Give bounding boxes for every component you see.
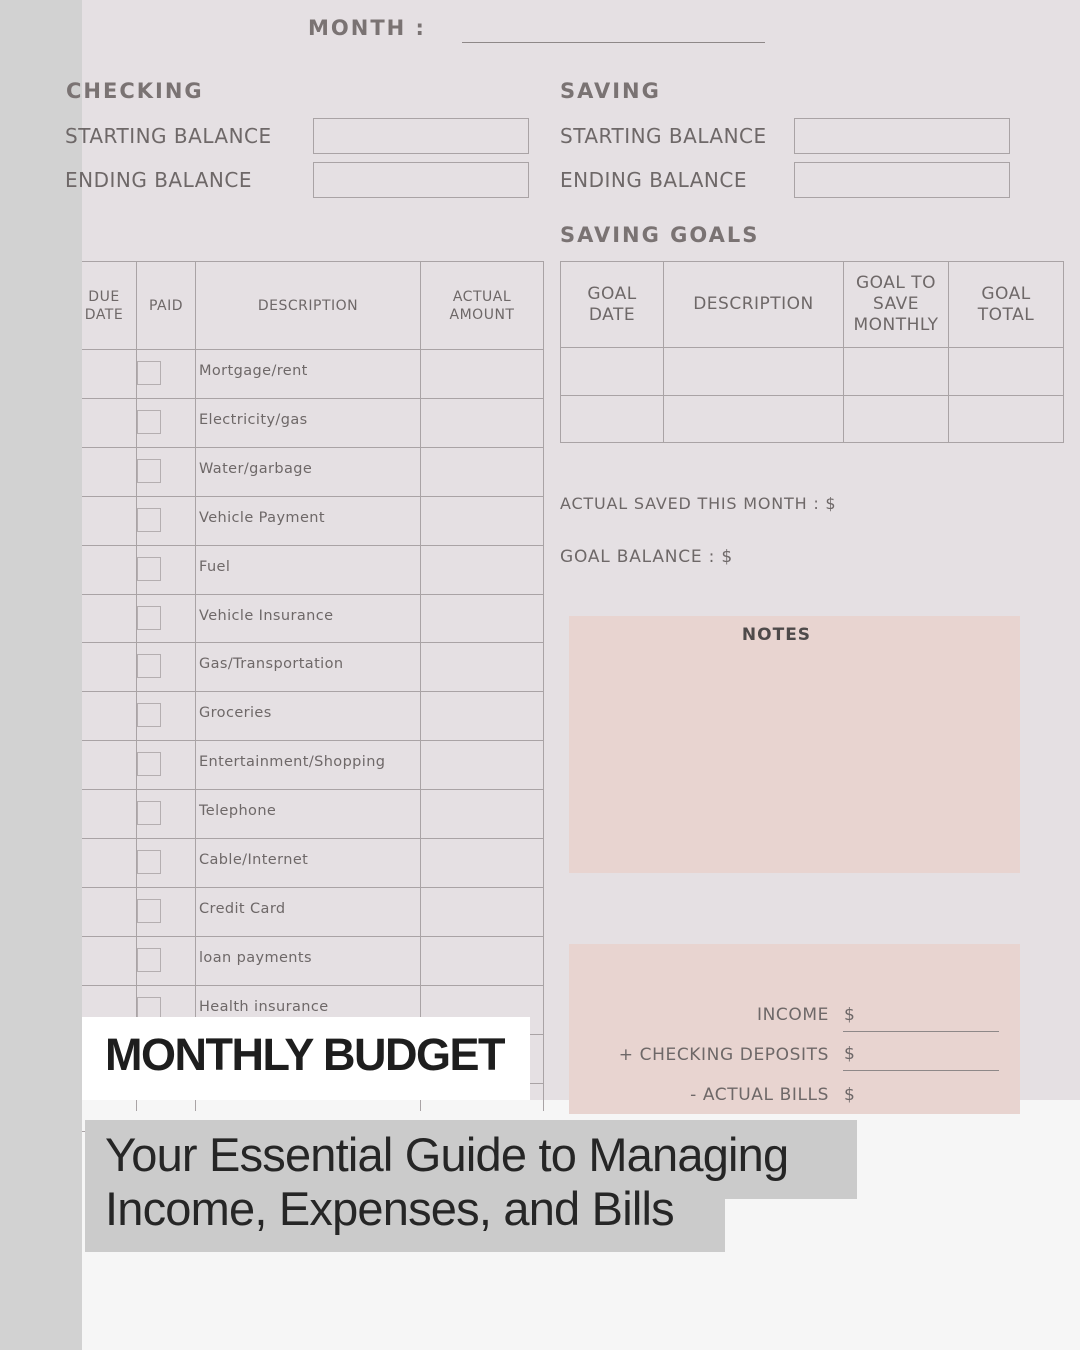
bills-header-actual-amount: ACTUAL AMOUNT: [449, 288, 515, 323]
goals-header-description: DESCRIPTION: [693, 294, 814, 314]
bill-description: Credit Card: [199, 900, 286, 917]
summary-deposits-line[interactable]: [843, 1070, 999, 1071]
bill-description: Cable/Internet: [199, 852, 309, 868]
goals-col-right-border: [1063, 261, 1064, 443]
month-label: MONTH :: [308, 16, 426, 40]
summary-deposits-dollar: $: [844, 1044, 856, 1064]
bill-description: Vehicle Payment: [199, 509, 325, 526]
summary-income-label: INCOME: [757, 1005, 829, 1025]
goals-header-goal-total: GOAL TOTAL: [977, 283, 1035, 325]
table-row: [82, 691, 544, 740]
saving-starting-balance-label: STARTING BALANCE: [560, 124, 767, 148]
summary-income-dollar: $: [844, 1005, 856, 1025]
table-row: [82, 838, 544, 887]
actual-saved-label: ACTUAL SAVED THIS MONTH : $: [560, 494, 837, 513]
table-row: [82, 594, 544, 643]
paid-checkbox[interactable]: [137, 654, 161, 678]
paid-checkbox[interactable]: [137, 801, 161, 825]
saving-starting-balance-field[interactable]: [794, 118, 1010, 154]
goals-header-goal-to-save-monthly: GOAL TO SAVE MONTHLY: [853, 273, 939, 335]
bill-description: Vehicle Insurance: [199, 607, 334, 624]
summary-box: [569, 944, 1020, 1114]
table-row: [82, 789, 544, 838]
bill-description: Telephone: [199, 803, 277, 820]
left-gray-strip: [0, 0, 82, 1350]
goals-header-goal-date: GOAL DATE: [587, 283, 637, 325]
goals-table-header-bottom: [560, 347, 1064, 348]
notes-box[interactable]: [569, 616, 1020, 873]
bill-description: Entertainment/Shopping: [199, 754, 386, 771]
page-subtitle: Your Essential Guide to Managing Income, Expenses, and Bills: [105, 1128, 789, 1235]
checking-starting-balance-label: STARTING BALANCE: [65, 124, 272, 148]
paid-checkbox[interactable]: [137, 410, 161, 434]
goal-balance-label: GOAL BALANCE : $: [560, 547, 734, 567]
bill-description: Gas/Transportation: [199, 656, 344, 673]
table-row: [82, 496, 544, 545]
bills-table-body: [82, 0, 544, 1100]
table-row: [82, 887, 544, 936]
table-row: [82, 398, 544, 447]
checking-heading: CHECKING: [66, 79, 204, 103]
summary-actual-bills-label: - ACTUAL BILLS: [690, 1085, 829, 1105]
notes-title: NOTES: [741, 625, 812, 645]
bills-header-description: DESCRIPTION: [257, 297, 359, 314]
table-row: [82, 642, 544, 691]
bill-description: Mortgage/rent: [199, 363, 308, 379]
table-row: [82, 936, 544, 985]
saving-heading: SAVING: [560, 79, 661, 103]
budget-sheet: [65, 0, 1080, 1105]
paid-checkbox[interactable]: [137, 459, 161, 483]
paid-checkbox[interactable]: [137, 850, 161, 874]
saving-goals-heading: SAVING GOALS: [560, 223, 760, 247]
bill-description: Groceries: [199, 705, 272, 722]
paid-checkbox[interactable]: [137, 948, 161, 972]
paid-checkbox[interactable]: [137, 752, 161, 776]
saving-ending-balance-field[interactable]: [794, 162, 1010, 198]
paid-checkbox[interactable]: [137, 899, 161, 923]
paid-checkbox[interactable]: [137, 606, 161, 630]
table-row: [82, 740, 544, 789]
paid-checkbox[interactable]: [137, 557, 161, 581]
bill-description: Health insurance: [199, 998, 329, 1015]
summary-income-line[interactable]: [843, 1031, 999, 1032]
table-row: [82, 349, 544, 398]
paid-checkbox[interactable]: [137, 361, 161, 385]
saving-ending-balance-label: ENDING BALANCE: [560, 168, 747, 192]
paid-checkbox[interactable]: [137, 508, 161, 532]
table-row: [82, 545, 544, 594]
page-title: MONTHLY BUDGET: [105, 1029, 505, 1080]
checking-ending-balance-label: ENDING BALANCE: [65, 168, 252, 192]
summary-bills-dollar: $: [844, 1085, 856, 1105]
bill-description: loan payments: [199, 949, 312, 966]
goals-table-bottom-border: [560, 442, 1064, 443]
bill-description: Electricity/gas: [199, 411, 308, 428]
bill-description: Fuel: [199, 558, 231, 575]
paid-checkbox[interactable]: [137, 703, 161, 727]
summary-checking-deposits-label: + CHECKING DEPOSITS: [618, 1045, 829, 1065]
goals-table-row-divider: [560, 395, 1064, 396]
bills-header-paid: PAID: [148, 297, 184, 314]
bills-header-due-date: DUE DATE: [84, 288, 124, 323]
table-row: [82, 447, 544, 496]
bill-description: Water/garbage: [199, 460, 313, 477]
